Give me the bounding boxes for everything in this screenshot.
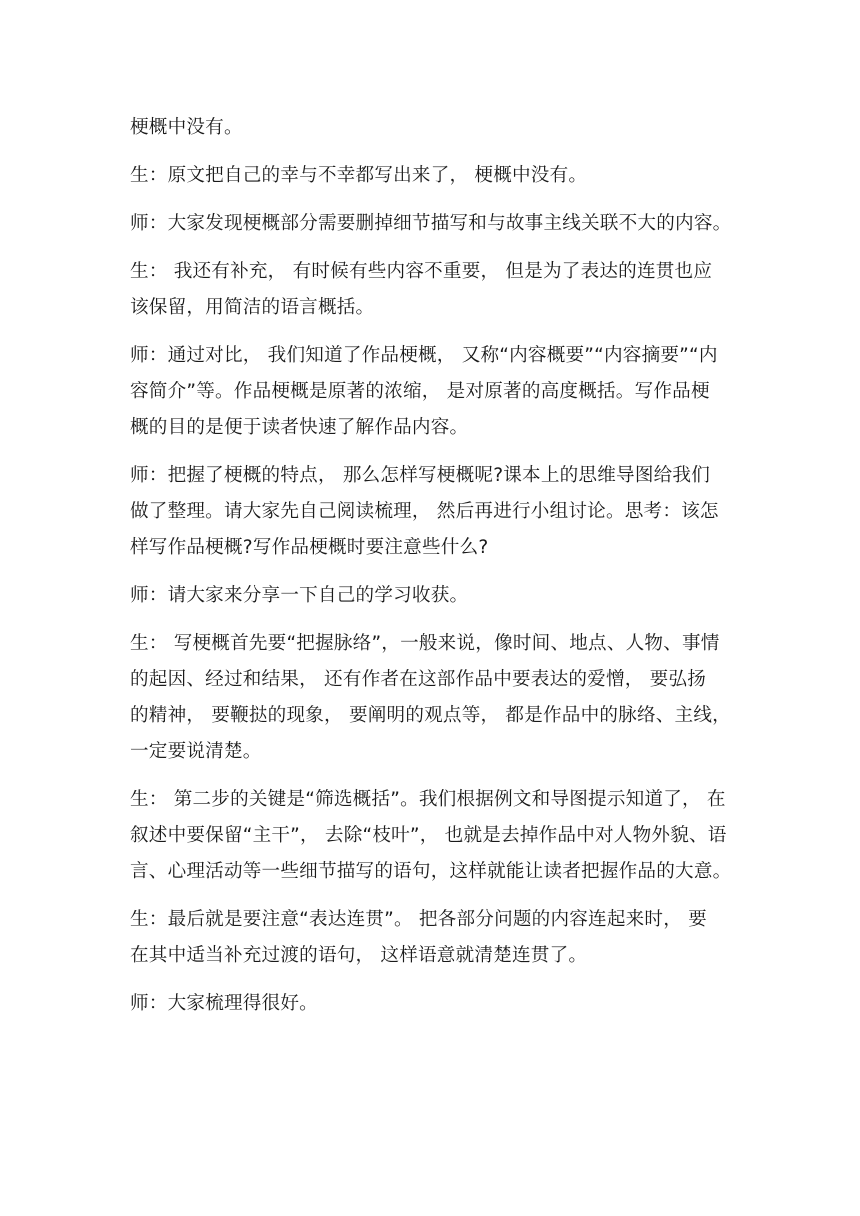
text-line: 一定要说清楚。 [130, 741, 262, 762]
paragraph [130, 782, 734, 890]
text-line: 师：通过对比， 我们知道了作品梗概， 又称“内容概要”“内容摘要”“内 [130, 345, 718, 366]
text-line: 生： 写梗概首先要“把握脉络”，一般来说，像时间、地点、人物、事情 [130, 633, 720, 654]
paragraph [130, 158, 734, 194]
paragraph [130, 902, 734, 974]
text-line: 言、心理活动等一些细节描写的语句，这样就能让读者把握作品的大意。 [130, 861, 732, 882]
text-line: 样写作品梗概?写作品梗概时要注意些什么? [130, 537, 489, 558]
text-line: 梗概中没有。 [130, 117, 243, 138]
text-line: 生：最后就是要注意“表达连贯”。 把各部分问题的内容连起来时， 要 [130, 909, 707, 930]
text-line: 叙述中要保留“主干”， 去除“枝叶”， 也就是去掉作品中对人物外貌、语 [130, 825, 727, 846]
text-line: 的起因、经过和结果， 还有作者在这部作品中要表达的爱憎， 要弘扬 [130, 669, 707, 690]
document-body [130, 110, 734, 1034]
text-line: 在其中适当补充过渡的语句， 这样语意就清楚连贯了。 [130, 945, 588, 966]
paragraph [130, 206, 734, 242]
text-line: 容简介”等。作品梗概是原著的浓缩， 是对原著的高度概括。写作品梗 [130, 381, 710, 402]
paragraph [130, 110, 734, 146]
text-line: 师：请大家来分享一下自己的学习收获。 [130, 585, 469, 606]
text-line: 师：把握了梗概的特点， 那么怎样写梗概呢?课本上的思维导图给我们 [130, 465, 710, 486]
text-line: 该保留，用简洁的语言概括。 [130, 297, 375, 318]
text-line: 生： 第二步的关键是“筛选概括”。我们根据例文和导图提示知道了， 在 [130, 789, 726, 810]
paragraph [130, 626, 734, 770]
paragraph [130, 338, 734, 446]
text-line: 生：原文把自己的幸与不幸都写出来了， 梗概中没有。 [130, 165, 588, 186]
text-line: 概的目的是便于读者快速了解作品内容。 [130, 417, 469, 438]
paragraph [130, 986, 734, 1022]
text-line: 师：大家梳理得很好。 [130, 993, 318, 1014]
paragraph [130, 254, 734, 326]
text-line: 生： 我还有补充， 有时候有些内容不重要， 但是为了表达的连贯也应 [130, 261, 713, 282]
text-line: 师：大家发现梗概部分需要删掉细节描写和与故事主线关联不大的内容。 [130, 213, 732, 234]
text-line: 的精神， 要鞭挞的现象， 要阐明的观点等， 都是作品中的脉络、主线， [130, 705, 731, 726]
text-line: 做了整理。请大家先自己阅读梳理， 然后再进行小组讨论。思考：该怎 [130, 501, 719, 522]
paragraph [130, 578, 734, 614]
paragraph [130, 458, 734, 566]
